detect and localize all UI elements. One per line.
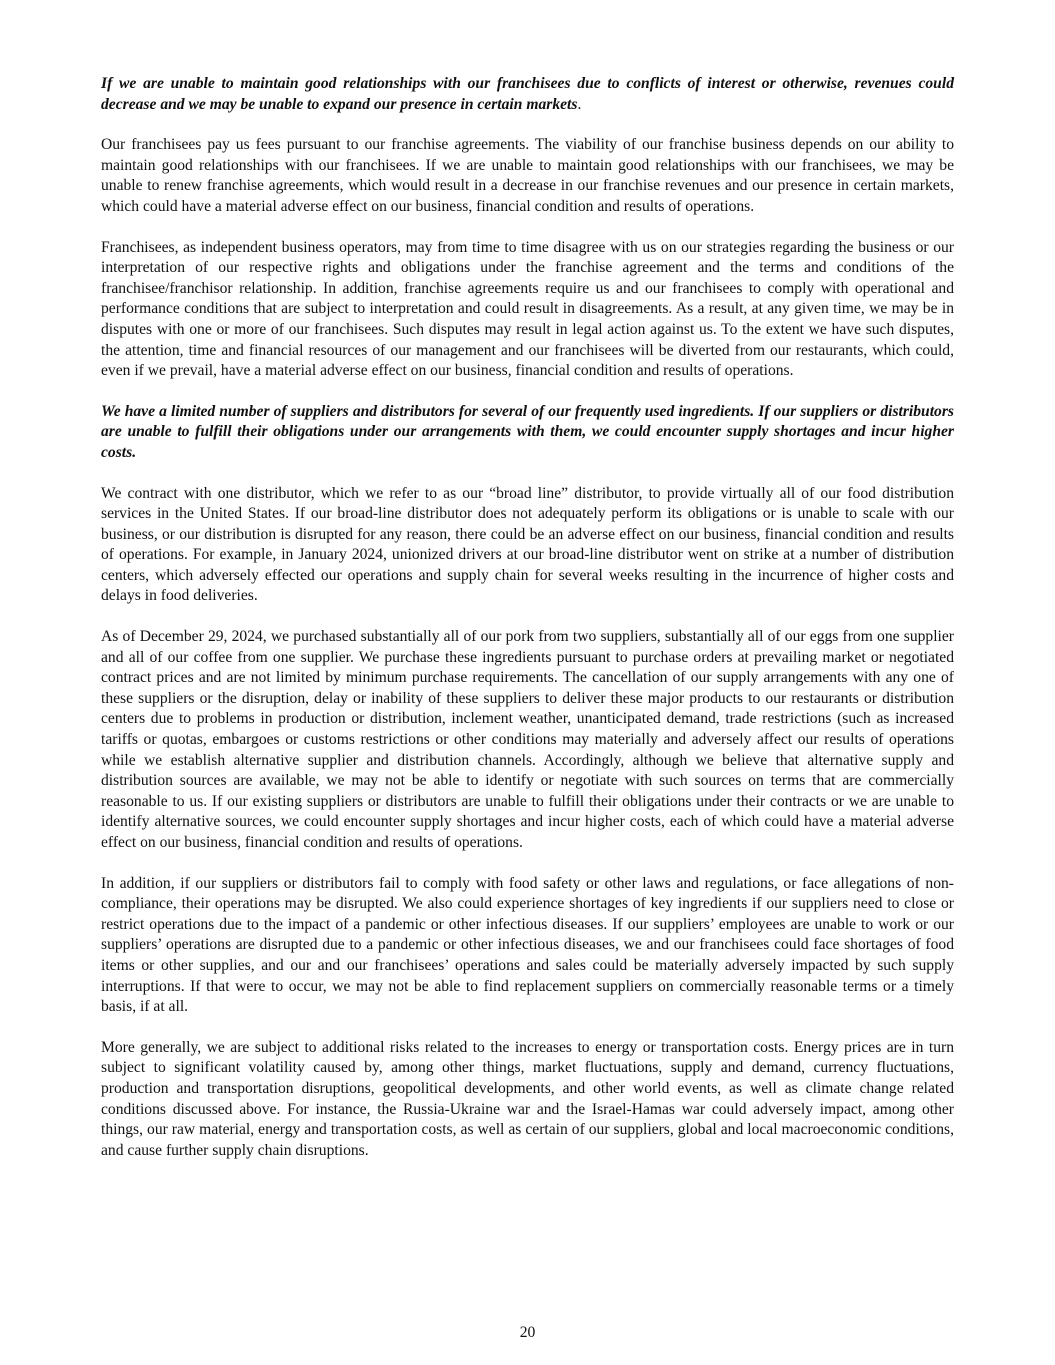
paragraph-energy-transportation-costs: More generally, we are subject to additional risks related to the increases to energy or transportation costs. Energy prices are in turn subject to significant volatility caused by, among other things, market fluctuations, supply and demand, currency fluctuations, production and transportation disruptions, geopolitical developments, and other world events, as well as climate change related conditions discussed above. For instance, the Russia-Ukraine war and the Israel-Hamas war could adversely impact, among other things, our raw material, energy and transportation costs, as well as certain of our suppliers, global and local macroeconomic conditions, and cause further supply chain disruptions.	[101, 1038, 954, 1159]
heading-text: We have a limited number of suppliers and distributors for several of our frequently used ingredients. If our suppliers or distributors are unable to fulfill their obligations under our arrangements with them, we could encounter supply shortages and incur higher costs.	[101, 402, 954, 461]
paragraph-ingredient-suppliers: As of December 29, 2024, we purchased substantially all of our pork from two suppliers, substantially all of our eggs from one supplier and all of our coffee from one supplier. We purchase these ingredients pursuant to purchase orders at prevailing market or negotiated contract prices and are not limited by minimum purchase requirements. The cancellation of our supply arrangements with any one of these suppliers or the disruption, delay or inability of these suppliers to deliver these major products to our restaurants or distribution centers due to problems in production or distribution, inclement weather, unanticipated demand, trade restrictions (such as increased tariffs or quotas, embargoes or customs restrictions or other conditions may materially and adversely affect our results of operations while we establish alternative supplier and distribution channels. Accordingly, although we believe that alternative supply and distribution sources are available, we may not be able to identify or negotiate with such sources on terms that are commercially reasonable to us. If our existing suppliers or distributors are unable to fulfill their obligations under their contracts or we are unable to identify alternative sources, we could encounter supply shortages and incur higher costs, each of which could have a material adverse effect on our business, financial condition and results of operations.	[101, 628, 954, 851]
heading-text: If we are unable to maintain good relationships with our franchisees due to conflicts of interest or otherwise, revenues could decrease and we may be unable to expand our presence in certain markets	[101, 75, 954, 113]
section-heading-limited-suppliers	[101, 402, 954, 464]
page-number: 20	[519, 1324, 536, 1341]
paragraph-broad-line-distributor: We contract with one distributor, which we refer to as our “broad line” distributor, to provide virtually all of our food distribution services in the United States. If our broad-line distributor does not adequately perform its obligations or is unable to scale with our business, or our distribution is disrupted for any reason, there could be an adverse effect on our business, financial condition and results of operations. For example, in January 2024, unionized drivers at our broad-line distributor went on strike at a number of distribution centers, which adversely effected our operations and supply chain for several weeks resulting in the incurrence of higher costs and delays in food deliveries.	[101, 484, 954, 605]
paragraph-franchise-fees: Our franchisees pay us fees pursuant to our franchise agreements. The viability of our franchise business depends on our ability to maintain good relationships with our franchisees. If we are unable to maintain good relationships with our franchisees, we may be unable to renew franchise agreements, which would result in a decrease in our franchise revenues and our presence in certain markets, which could have a material adverse effect on our business, financial condition and results of operations.	[101, 136, 954, 215]
heading-trailing-period: .	[577, 95, 582, 113]
section-heading-franchisee-relationships	[101, 74, 954, 115]
paragraph-franchisee-disputes: Franchisees, as independent business operators, may from time to time disagree with us on our strategies regarding the business or our interpretation of our respective rights and obligations under the franchise agreement and the terms and conditions of the franchisee/franchisor relationship. In addition, franchise agreements require us and our franchisees to comply with operational and performance conditions that are subject to interpretation and could result in disagreements. As a result, at any given time, we may be in disputes with one or more of our franchisees. Such disputes may result in legal action against us. To the extent we have such disputes, the attention, time and financial resources of our management and our franchisees will be diverted from our restaurants, which could, even if we prevail, have a material adverse effect on our business, financial condition and results of operations.	[101, 238, 954, 380]
page-content	[101, 74, 954, 1181]
paragraph-supplier-compliance: In addition, if our suppliers or distributors fail to comply with food safety or other laws and regulations, or face allegations of non-compliance, their operations may be disrupted. We also could experience shortages of key ingredients if our suppliers need to close or restrict operations due to the impact of a pandemic or other infectious diseases. If our suppliers’ employees are unable to work or our suppliers’ operations are disrupted due to a pandemic or other infectious diseases, we and our franchisees could face shortages of food items or other supplies, and our and our franchisees’ operations and sales could be materially adversely impacted by such supply interruptions. If that were to occur, we may not be able to find replacement suppliers on commercially reasonable terms or a timely basis, if at all.	[101, 874, 954, 1016]
